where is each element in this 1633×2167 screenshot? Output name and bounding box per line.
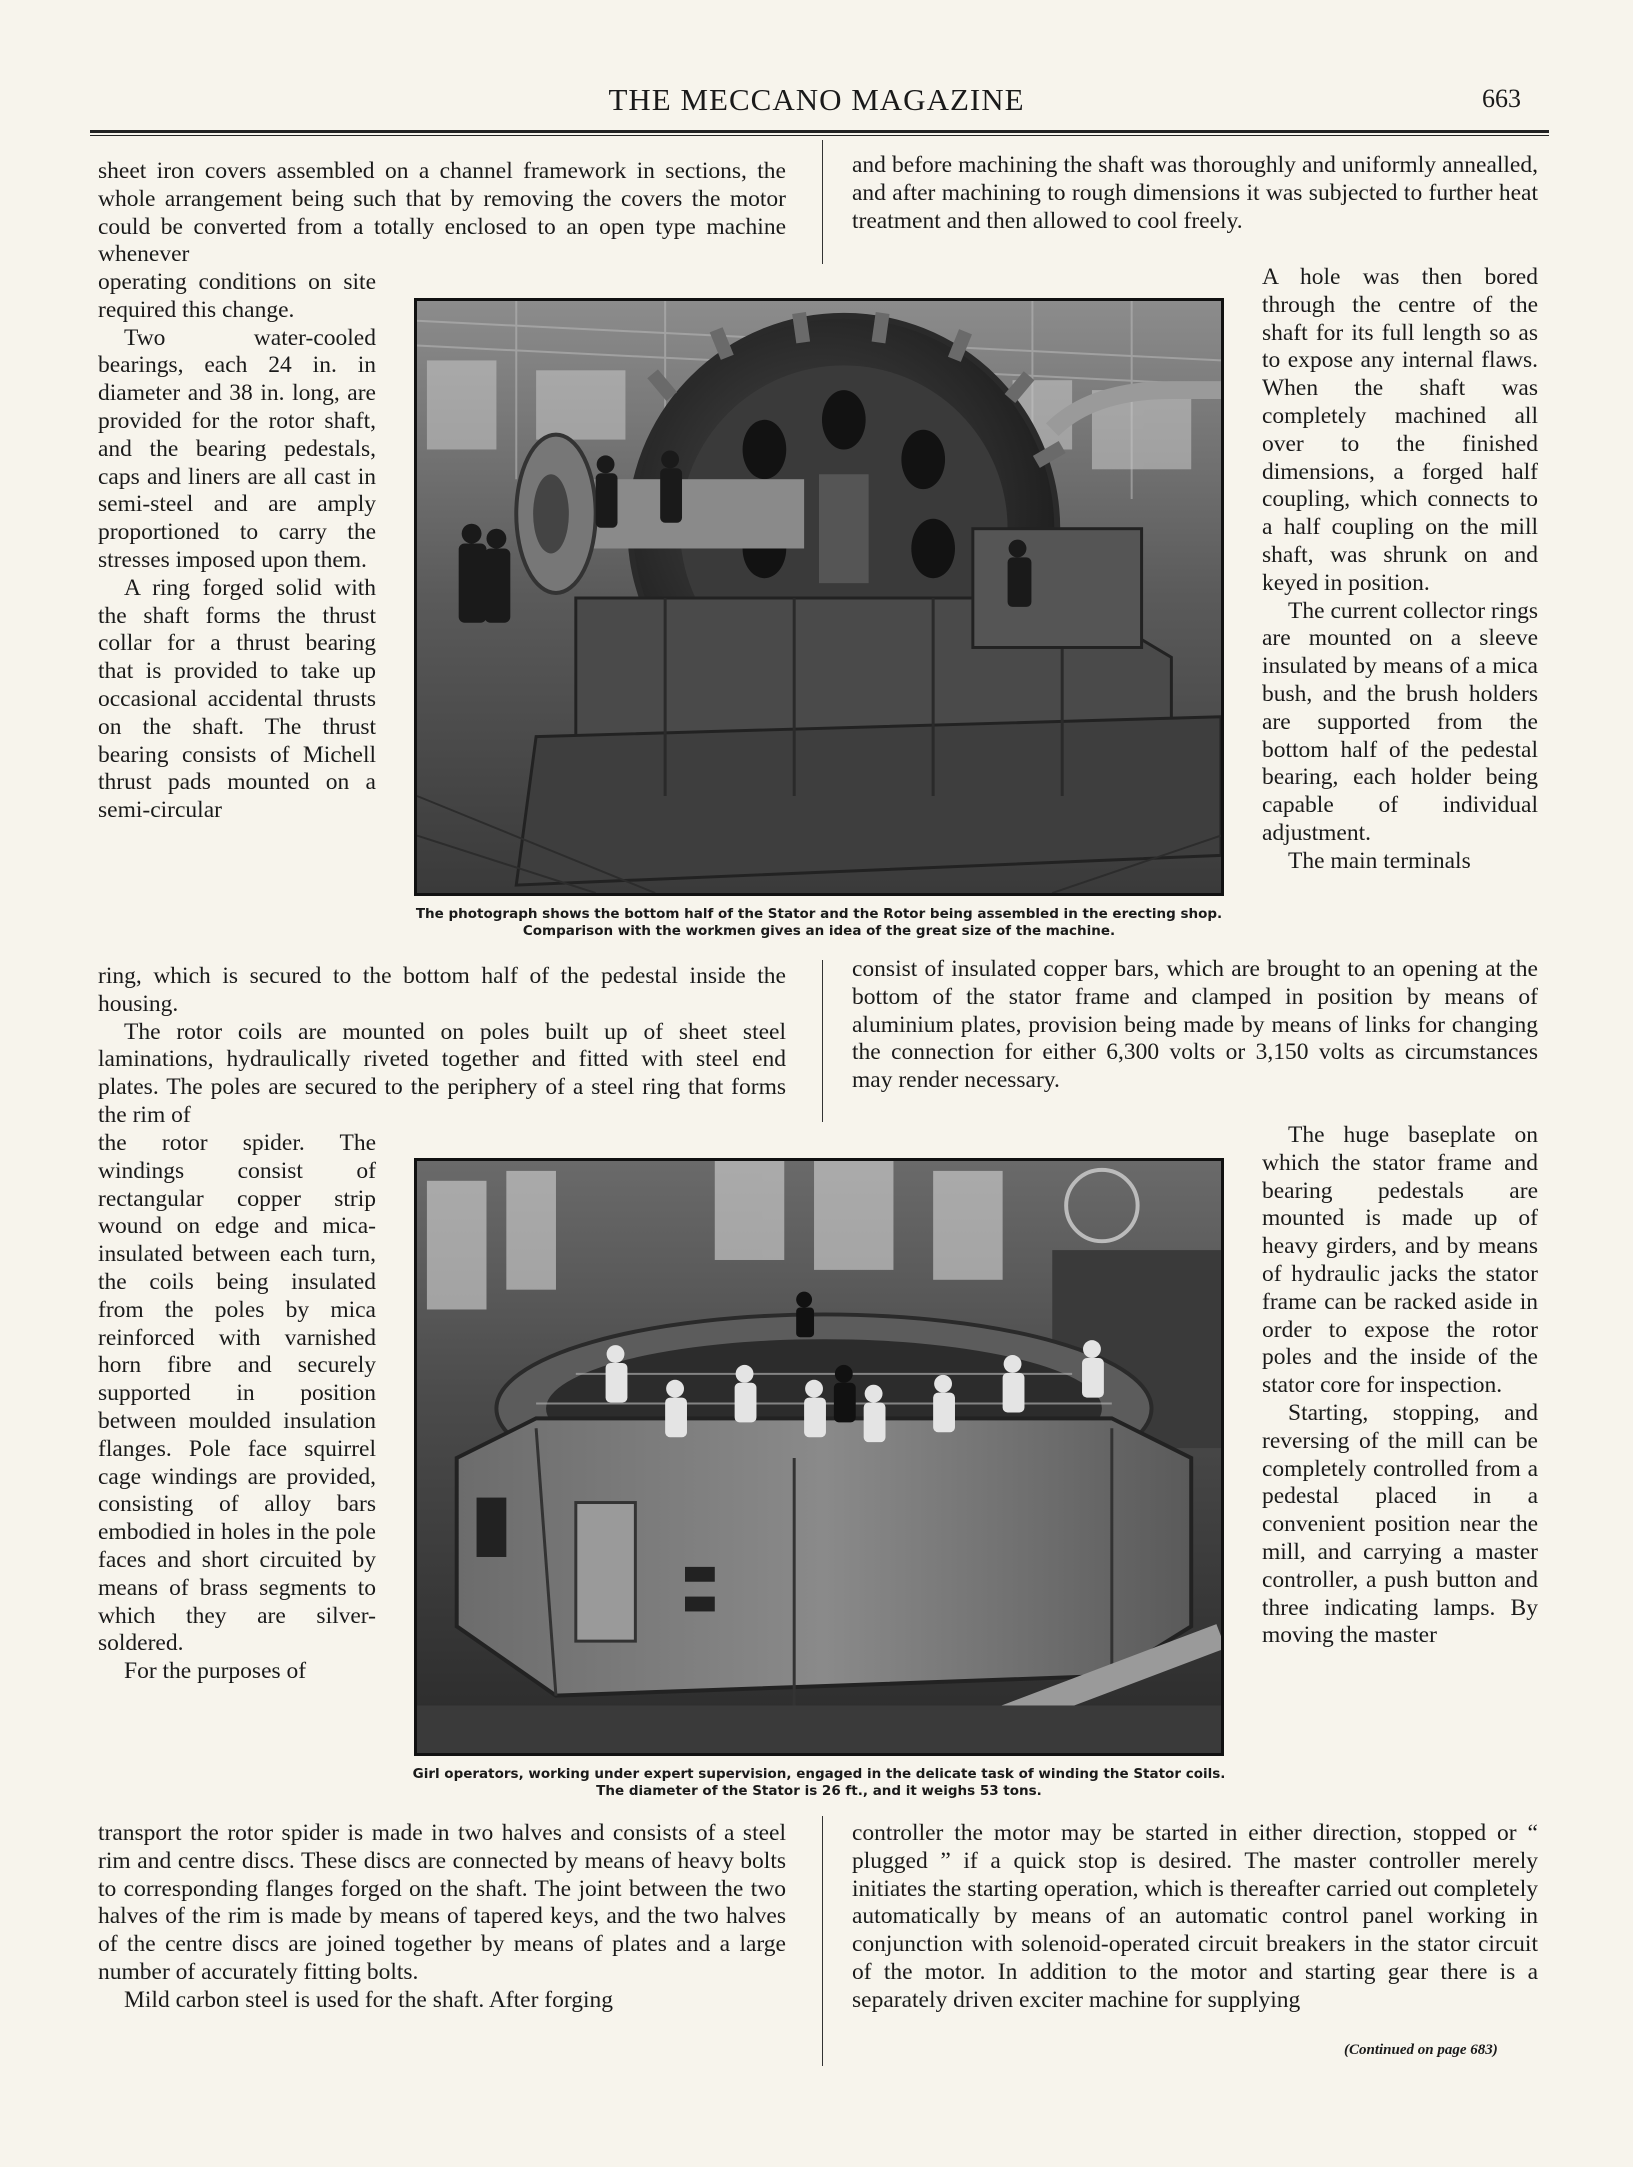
header-rule [90,130,1549,136]
col1-bottom-text [98,1820,786,2015]
col2-top-text [852,152,1538,235]
col1-narrow-text-a [98,269,376,825]
column-rule-top [822,140,823,264]
stator-winding-photo [414,1158,1224,1756]
continued-note: (Continued on page 683) [1344,2042,1498,2058]
stator-winding-illustration [417,1161,1221,1753]
paragraph: transport the rotor spider is made in two halves and consists of a steel rim and centre discs. These discs are connected by means of heavy bolts to corresponding flanges forged on the shaft. The joint between the two halves of the rim is made by means of tapered keys, and the two halves of the centre discs are joined together by means of plates and a large number of accurately fitting bolts. [98,1820,786,1985]
column-rule-bottom [822,1816,823,2066]
figure2-caption: Girl operators, working under expert supervision, engaged in the delicate task of winding the Stator coils. The diameter of the Stator is 26 ft., and it weighs 53 tons. [412,1766,1226,1799]
paragraph: operating conditions on site required this change. [98,269,376,323]
paragraph: A ring forged solid with the shaft forms the thrust collar for a thrust bearing that is provided to take up occasional accidental thrusts on the shaft. The thrust bearing consists of Michell thrust pads mounted on a semi-circular [98,574,376,824]
paragraph: A hole was then bored through the centre of the shaft for its full length so as to expose any internal flaws. When the shaft was completely machined all over to the finished dimensions, a forged half coupling, which connects to a half coupling on the mill shaft, was shrunk on and keyed in position. [1262,264,1538,596]
paragraph: The current collector rings are mounted on a sleeve insulated by means of a mica bush, and the brush holders are supported from the bottom half of the pedestal bearing, each holder being capable of individual adjustment. [1262,597,1538,846]
col2-narrow-text-b [1262,1122,1538,1650]
paragraph: The main terminals [1288,847,1471,874]
magazine-title: THE MECCANO MAGAZINE [608,82,1025,117]
col2-narrow-text-a [1262,264,1538,876]
figure1-caption: The photograph shows the bottom half of the Stator and the Rotor being assembled in the erecting shop. Comparison with the workmen gives an idea of the great size of the machine. [415,906,1223,939]
paragraph: The rotor coils are mounted on poles built up of sheet steel laminations, hydraulically riveted together and fitted with steel end plates. The poles are secured to the periphery of a steel ring that forms the rim of [98,1018,786,1128]
page-number: 663 [1482,84,1521,113]
col1-top-text [98,158,786,269]
paragraph: sheet iron covers assembled on a channel framework in sections, the whole arrangement being such that by removing the covers the motor could be converted from a totally enclosed to an open type machine whenever [98,158,786,268]
paragraph: the rotor spider. The windings consist of rectangular copper strip wound on edge and mica-insulated between each turn, the coils being insulated from the poles by mica reinforced with varnished horn fibre and securely supported in position between moulded insulation flanges. Pole face squirrel cage windings are provided, consisting of alloy bars embodied in holes in the pole faces and short circuited by means of brass segments to which they are silver-soldered. [98,1130,376,1657]
column-rule-middle [822,960,823,1122]
paragraph: For the purposes of [124,1658,307,1685]
col2-mid-text [852,956,1538,1095]
paragraph: Starting, stopping, and reversing of the mill can be completely controlled from a pedestal placed in a convenient position near the mill, and carrying a master controller, a push button and three indicating lamps. By moving the master [1262,1399,1538,1649]
col1-mid-text [98,963,786,1130]
rotor-assembly-photo [414,298,1224,896]
paragraph: ring, which is secured to the bottom half of the pedestal inside the housing. [98,963,786,1017]
paragraph: Mild carbon steel is used for the shaft. After forging [124,1986,614,2013]
col1-narrow-text-b [98,1130,376,1686]
paragraph: and before machining the shaft was thoroughly and uniformly annealled, and after machining to rough dimensions it was subjected to further heat treatment and then allowed to cool freely. [852,152,1538,234]
paragraph: Two water-cooled bearings, each 24 in. in diameter and 38 in. long, are provided for the rotor shaft, and the bearing pedestals, caps and liners are all cast in semi-steel and are amply proportioned to carry the stresses imposed upon them. [98,324,376,573]
rotor-assembly-illustration [417,301,1221,893]
col2-bottom-text [852,1820,1538,2015]
paragraph: consist of insulated copper bars, which are brought to an opening at the bottom of the stator frame and clamped in position by means of aluminium plates, provision being made by means of links for changing the connection for either 6,300 volts or 3,150 volts as circumstances may render necessary. [852,956,1538,1094]
paragraph: The huge baseplate on which the stator frame and bearing pedestals are mounted is made up of heavy girders, and by means of hydraulic jacks the stator frame can be racked aside in order to expose the rotor poles and the inside of the stator core for inspection. [1262,1122,1538,1399]
paragraph: controller the motor may be started in either direction, stopped or “ plugged ” if a quick stop is desired. The master controller merely initiates the starting operation, which is thereafter carried out completely automatically by means of an automatic control panel working in conjunction with solenoid-operated circuit breakers in the stator circuit of the motor. In addition to the motor and starting gear there is a separately driven exciter machine for supplying [852,1820,1538,2013]
